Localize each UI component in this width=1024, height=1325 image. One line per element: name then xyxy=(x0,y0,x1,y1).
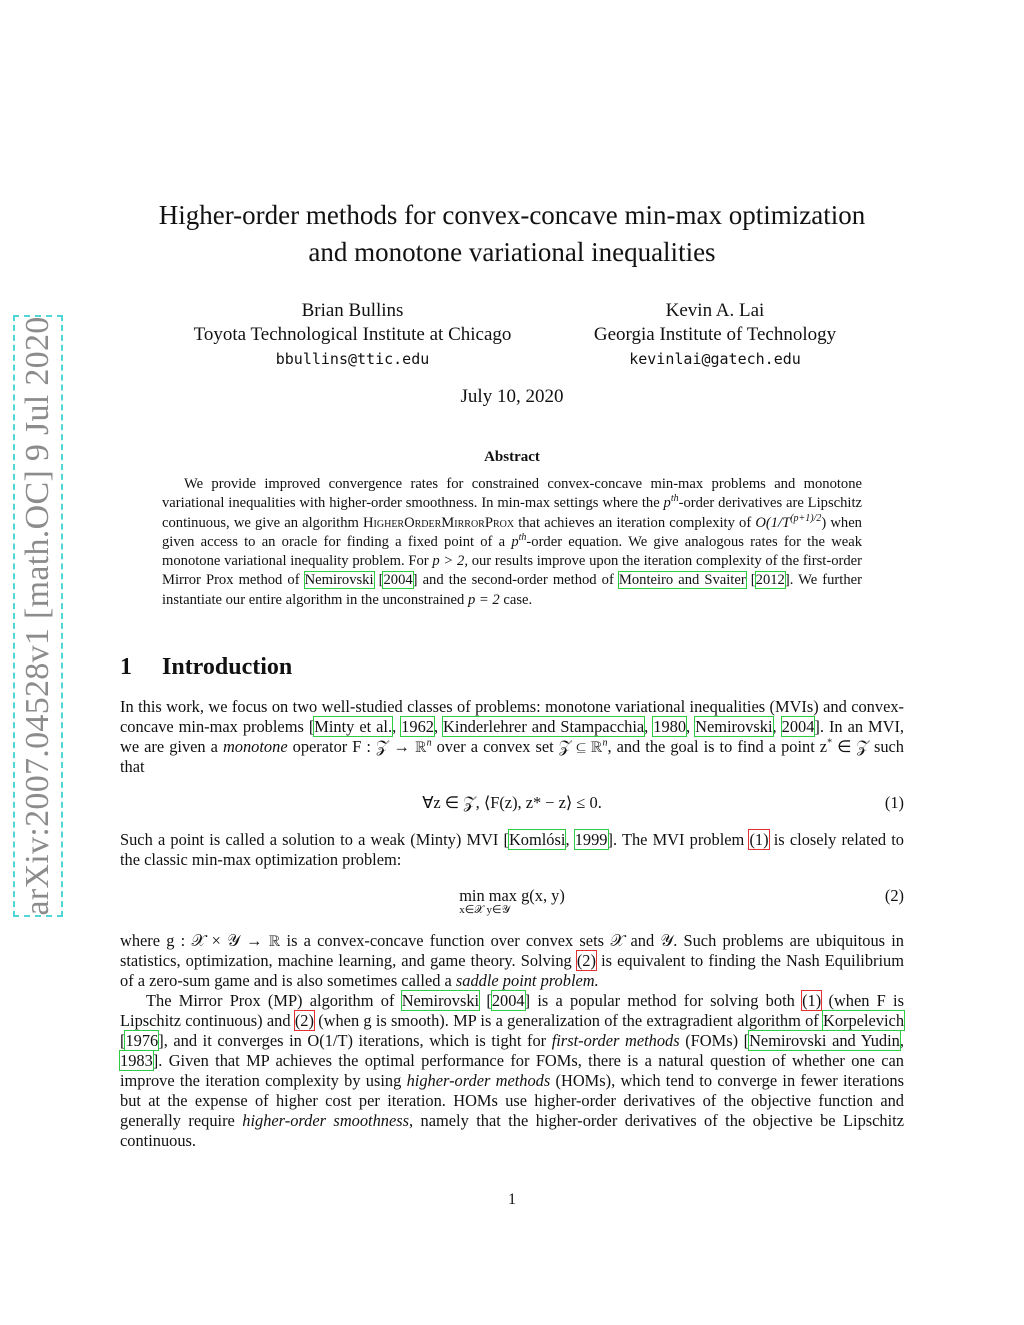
author-1 xyxy=(160,299,545,371)
intro-paragraph-1: In this work, we focus on two well-studied classes of problems: monotone variational inequalities (MVIs) and convex-concave min-max problems [Minty et al., 1962, Kinderlehrer and Stampacchia, 1980, Nemirovski, 2004]. In an MVI, we are given a monotone operator F : 𝒵 → ℝ$^n$ over a convex set 𝒵 ⊆ ℝ$^n$, and the goal is to find a point z* ∈ 𝒵 such that xyxy=(120,697,905,776)
section-heading xyxy=(120,654,292,681)
paper-title xyxy=(120,197,904,271)
citation-year-link[interactable]: 1980 xyxy=(653,717,687,736)
page-number: 1 xyxy=(508,1191,516,1208)
author-email[interactable]: bbullins@ttic.edu xyxy=(275,350,430,368)
citation-year-link[interactable]: 2004 xyxy=(383,572,413,589)
citation-link[interactable]: Kinderlehrer and Stampacchia xyxy=(443,717,645,736)
citation-link[interactable]: Nemirovski xyxy=(401,991,480,1010)
citation-link[interactable]: Korpelevich xyxy=(823,1011,905,1030)
citation-year-link[interactable]: 1983 xyxy=(120,1051,153,1070)
citation-year-link[interactable]: 2012 xyxy=(755,572,785,589)
citation-year-link[interactable]: 1962 xyxy=(401,717,434,736)
algorithm-name: HigherOrderMirrorProx xyxy=(363,514,515,531)
equation-ref-link[interactable]: (1) xyxy=(749,830,769,849)
title-line-2: and monotone variational inequalities xyxy=(308,237,716,267)
section-title: Introduction xyxy=(162,654,293,680)
citation-year-link[interactable]: 1976 xyxy=(125,1031,159,1050)
equation-body: min max g(x, y) x∈𝒳 y∈𝒴 xyxy=(459,886,565,916)
author-affiliation: Toyota Technological Institute at Chicago xyxy=(193,324,512,345)
author-affiliation: Georgia Institute of Technology xyxy=(593,324,837,345)
abstract-heading: Abstract xyxy=(484,449,540,465)
citation-link[interactable]: Monteiro and Svaiter xyxy=(618,572,746,589)
citation-year-link[interactable]: 2004 xyxy=(781,717,815,736)
arxiv-stamp: arXiv:2007.04528v1 [math.OC] 9 Jul 2020 xyxy=(19,316,56,916)
citation-year-link[interactable]: 1999 xyxy=(574,830,608,849)
citation-link[interactable]: Nemirovski xyxy=(304,572,374,589)
equation-ref-link[interactable]: (1) xyxy=(802,991,822,1010)
equation-ref-link[interactable]: (2) xyxy=(576,951,596,970)
title-line-1: Higher-order methods for convex-concave min-max optimization xyxy=(158,200,866,230)
intro-paragraph-3: where g : 𝒳 × 𝒴 → ℝ is a convex-concave function over convex sets 𝒳 and 𝒴. Such problems are ubiquitous in statistics, optimization, machine learning, and game theory. Solving (2) is equivalent to finding the Nash Equilibrium of a zero-sum game and is also sometimes called a saddle point problem. xyxy=(120,931,904,990)
citation-link[interactable]: Nemirovski and Yudin xyxy=(749,1031,900,1050)
author-name: Brian Bullins xyxy=(301,300,404,321)
author-2 xyxy=(570,299,860,371)
paper-date: July 10, 2020 xyxy=(460,386,564,407)
author-name: Kevin A. Lai xyxy=(665,300,765,321)
equation-body: ∀z ∈ 𝒵, ⟨F(z), z* − z⟩ ≤ 0. xyxy=(422,793,602,812)
intro-paragraph-2: Such a point is called a solution to a weak (Minty) MVI [Komlósi, 1999]. The MVI problem (1) is closely related to the classic min-max optimization problem: xyxy=(120,830,904,869)
abstract-body: We provide improved convergence rates for constrained convex-concave min-max problems and monotone variational inequalities with higher-order smoothness. In min-max settings where the $p^{th}$-order derivatives are Lipschitz continuous, we give an algorithm HigherOrderMirrorProx that achieves an iteration complexity of $O(1/T^{(p+1)/2})$ when given access to an oracle for finding a fixed point of a $p^{th}$-order equation. We give analogous rates for the weak monotone variational inequality problem. For p > 2, our results improve upon the iteration complexity of the first-order Mirror Prox method of Nemirovski [2004] and the second-order method of Monteiro and Svaiter [2012]. We further instantiate our entire algorithm in the unconstrained p = 2 case. xyxy=(162,476,862,608)
citation-link[interactable]: Nemirovski xyxy=(695,717,773,736)
citation-year-link[interactable]: 2004 xyxy=(491,991,525,1010)
citation-link[interactable]: Komlósi xyxy=(508,830,566,849)
author-email[interactable]: kevinlai@gatech.edu xyxy=(629,350,801,368)
equation-ref-link[interactable]: (2) xyxy=(294,1011,314,1030)
citation-link[interactable]: Minty et al. xyxy=(314,717,393,736)
intro-paragraph-4: The Mirror Prox (MP) algorithm of Nemirovski [2004] is a popular method for solving both (1) (when F is Lipschitz continuous) and (2) (when g is smooth). MP is a generalization of the extragradient algorithm of Korpelevich [1976], and it converges in O(1/T) iterations, which is tight for first-order methods (FOMs) [Nemirovski and Yudin, 1983]. Given that MP achieves the optimal performance for FOMs, there is a natural question of whether one can improve the iteration complexity by using higher-order methods (HOMs), which tend to converge in fewer iterations but at the expense of higher cost per iteration. HOMs use higher-order derivatives of the objective function and generally require higher-order smoothness, namely that the higher-order derivatives of the objective be Lipschitz continuous. xyxy=(120,991,905,1150)
equation-label: (2) xyxy=(884,886,904,905)
equation-subscript: x∈𝒳 y∈𝒴 xyxy=(459,904,511,916)
section-number: 1 xyxy=(120,654,132,680)
equation-label: (1) xyxy=(884,793,904,812)
